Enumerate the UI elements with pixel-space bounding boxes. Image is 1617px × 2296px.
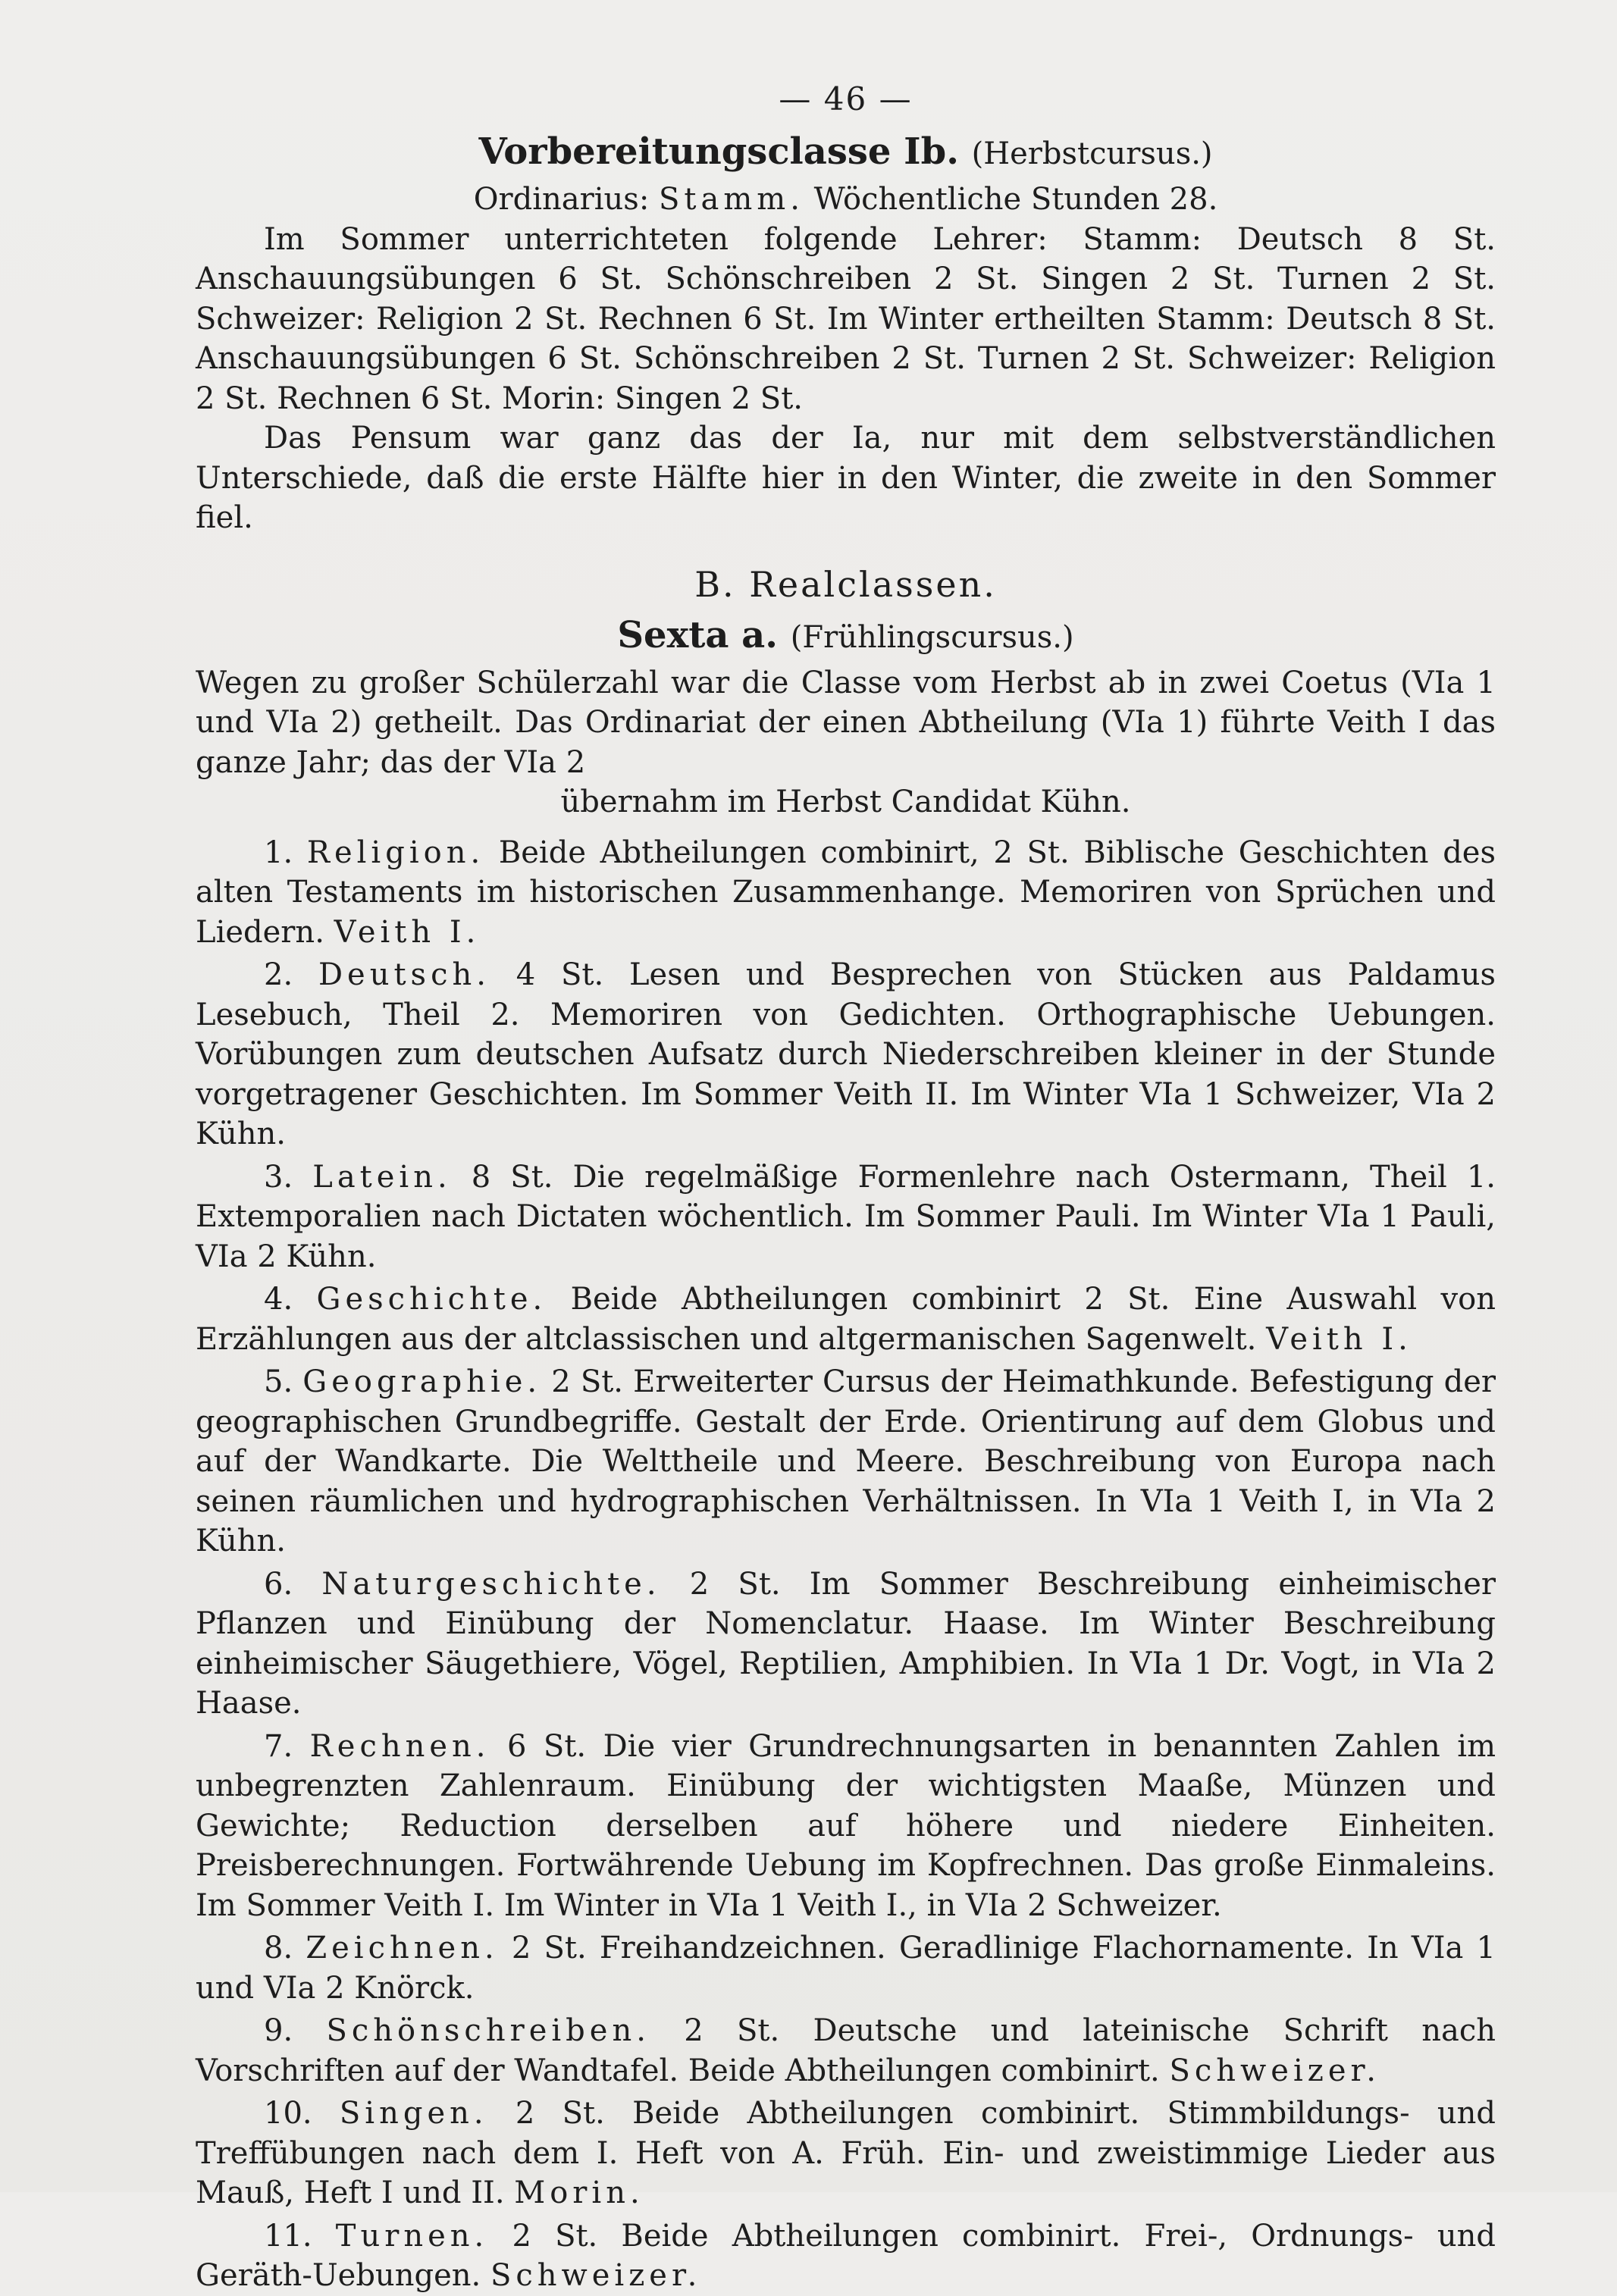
list-item — [196, 1157, 1496, 1277]
sexta-intro-last-line: übernahm im Herbst Candidat Kühn. — [560, 785, 1131, 819]
list-item — [196, 1565, 1496, 1724]
pensum-paragraph: Das Pensum war ganz das der Ia, nur mit dem selbstverständlichen Unterschiede, daß die erste Hälfte hier in den Winter, die zweite in den Sommer fiel. — [196, 421, 1496, 535]
list-item — [196, 955, 1496, 1154]
sexta-subtitle: (Frühlingscursus.) — [790, 619, 1074, 655]
list-item — [196, 833, 1496, 953]
vorbereitung-title: Vorbereitungsclasse Ib. — [478, 130, 959, 173]
item-text: 2 St. Im Sommer Beschreibung einheimischer Pflanzen und Einübung der Nomenclatur. Haase. Im Winter Beschreibung einheimischer Säugethiere, Vögel, Reptilien, Amphibien. In VIa 1 Dr. Vogt, in VIa 2 Haase. — [196, 1566, 1496, 1721]
item-text: 2 St. Deutsche und lateinische Schrift nach Vorschriften auf der Wandtafel. Beide Abtheilungen combinirt. — [196, 2013, 1496, 2088]
item-number: 3. — [264, 1159, 293, 1195]
item-number: 10. — [264, 2096, 312, 2131]
list-item — [196, 1727, 1496, 1926]
item-text: 2 St. Beide Abtheilungen combinirt. Frei-, Ordnungs- und Geräth-Uebungen. — [196, 2218, 1496, 2293]
item-subject: Schönschreiben. — [326, 2013, 650, 2048]
vorbereitung-heading — [196, 126, 1496, 180]
sexta-title: Sexta a. — [617, 613, 778, 656]
item-teacher: Schweizer. — [490, 2258, 702, 2293]
subject-list — [196, 833, 1496, 2296]
item-text: 2 St. Erweiterter Cursus der Heimathkunde. Befestigung der geographischen Grundbegriffe. Gestalt der Erde. Orientirung auf dem Globus und auf der Wandkarte. Die Welttheile und Meere. Beschreibung von Europa nach seinen räumlichen und hydrographischen Verhältnissen. In VIa 1 Veith I, in VIa 2 Kühn. — [196, 1364, 1496, 1558]
item-number: 6. — [264, 1566, 293, 1602]
ordinarius-line — [196, 180, 1496, 220]
list-item — [196, 2094, 1496, 2213]
list-item — [196, 1280, 1496, 1359]
item-subject: Geschichte. — [316, 1282, 547, 1317]
item-number: 1. — [264, 835, 293, 870]
item-subject: Singen. — [339, 2096, 488, 2131]
item-text: 2 St. Freihandzeichnen. Geradlinige Flachornamente. In VIa 1 und VIa 2 Knörck. — [196, 1931, 1496, 2006]
list-item — [196, 2216, 1496, 2296]
item-subject: Naturgeschichte. — [321, 1566, 661, 1602]
teacher-assignment-paragraph: Im Sommer unterrichteten folgende Lehrer: Stamm: Deutsch 8 St. Anschauungsübungen 6 St. Schönschreiben 2 St. Singen 2 St. Turnen 2 St. Schweizer: Religion 2 St. Rechnen 6 St. Im Winter ertheilten Stamm: Deutsch 8 St. Anschauungsübungen 6 St. Schönschreiben 2 St. Turnen 2 St. Schweizer: Religion 2 St. Rechnen 6 St. Morin: Singen 2 St. — [196, 221, 1496, 416]
ordinarius-name: Stamm. — [659, 182, 804, 217]
item-teacher: Morin. — [514, 2175, 644, 2210]
item-number: 9. — [264, 2013, 293, 2048]
item-number: 7. — [264, 1728, 293, 1764]
item-number: 8. — [264, 1931, 293, 1966]
list-item — [196, 2011, 1496, 2091]
page-number: — 46 — — [779, 80, 913, 117]
item-number: 4. — [264, 1282, 293, 1317]
item-text: Beide Abtheilungen combinirt 2 St. Eine Auswahl von Erzählungen aus der altclassischen und altgermanischen Sagenwelt. — [196, 1282, 1496, 1357]
item-subject: Zeichnen. — [306, 1931, 499, 1966]
item-text: 6 St. Die vier Grundrechnungsarten in benannten Zahlen im unbegrenzten Zahlenraum. Einübung der wichtigsten Maaße, Münzen und Gewichte; Reduction derselben auf höhere und niedere Einheiten. Preisberechnungen. Fortwährende Uebung im Kopfrechnen. Das große Einmaleins. Im Sommer Veith I. Im Winter in VIa 1 Veith I., in VIa 2 Schweizer. — [196, 1728, 1496, 1923]
item-text: 8 St. Die regelmäßige Formenlehre nach Ostermann, Theil 1. Extemporalien nach Dictaten wöchentlich. Im Sommer Pauli. Im Winter VIa 1 Pauli, VIa 2 Kühn. — [196, 1159, 1496, 1274]
page-content — [196, 73, 1496, 2296]
item-text: Beide Abtheilungen combinirt, 2 St. Biblische Geschichten des alten Testaments im historischen Zusammenhange. Memoriren von Sprüchen und Liedern. — [196, 835, 1496, 950]
item-subject: Turnen. — [335, 2218, 489, 2254]
item-subject: Rechnen. — [309, 1728, 490, 1764]
sexta-heading — [196, 609, 1496, 663]
item-number: 2. — [264, 957, 293, 992]
item-subject: Latein. — [312, 1159, 452, 1195]
item-subject: Deutsch. — [318, 957, 490, 992]
item-teacher: Veith I. — [1266, 1321, 1412, 1357]
item-number: 5. — [264, 1364, 293, 1399]
sexta-intro-paragraph: Wegen zu großer Schülerzahl war die Classe vom Herbst ab in zwei Coetus (VIa 1 und VIa 2) getheilt. Das Ordinariat der einen Abtheilung (VIa 1) führte Veith I das ganze Jahr; das der VIa 2 — [196, 665, 1496, 780]
ordinarius-label: Ordinarius: — [473, 182, 650, 217]
list-item — [196, 1928, 1496, 2008]
item-number: 11. — [264, 2218, 312, 2254]
item-teacher: Veith I. — [334, 914, 481, 950]
item-subject: Geographie. — [302, 1364, 542, 1399]
vorbereitung-subtitle: (Herbstcursus.) — [971, 136, 1213, 171]
section-title: B. Realclassen. — [694, 563, 997, 605]
item-text: 4 St. Lesen und Besprechen von Stücken aus Paldamus Lesebuch, Theil 2. Memoriren von Gedichten. Orthographische Uebungen. Vorübungen zum deutschen Aufsatz durch Niederschreiben kleiner in der Stunde vorgetragener Geschichten. Im Sommer Veith II. Im Winter VIa 1 Schweizer, VIa 2 Kühn. — [196, 957, 1496, 1151]
item-text: 2 St. Beide Abtheilungen combinirt. Stimmbildungs- und Treffübungen nach dem I. Heft von A. Früh. Ein- und zweistimmige Lieder aus Mauß, Heft I und II. — [196, 2096, 1496, 2210]
item-subject: Religion. — [306, 835, 485, 870]
item-teacher: Schweizer. — [1169, 2053, 1380, 2088]
weekly-hours: Wöchentliche Stunden 28. — [813, 182, 1218, 217]
list-item — [196, 1362, 1496, 1561]
